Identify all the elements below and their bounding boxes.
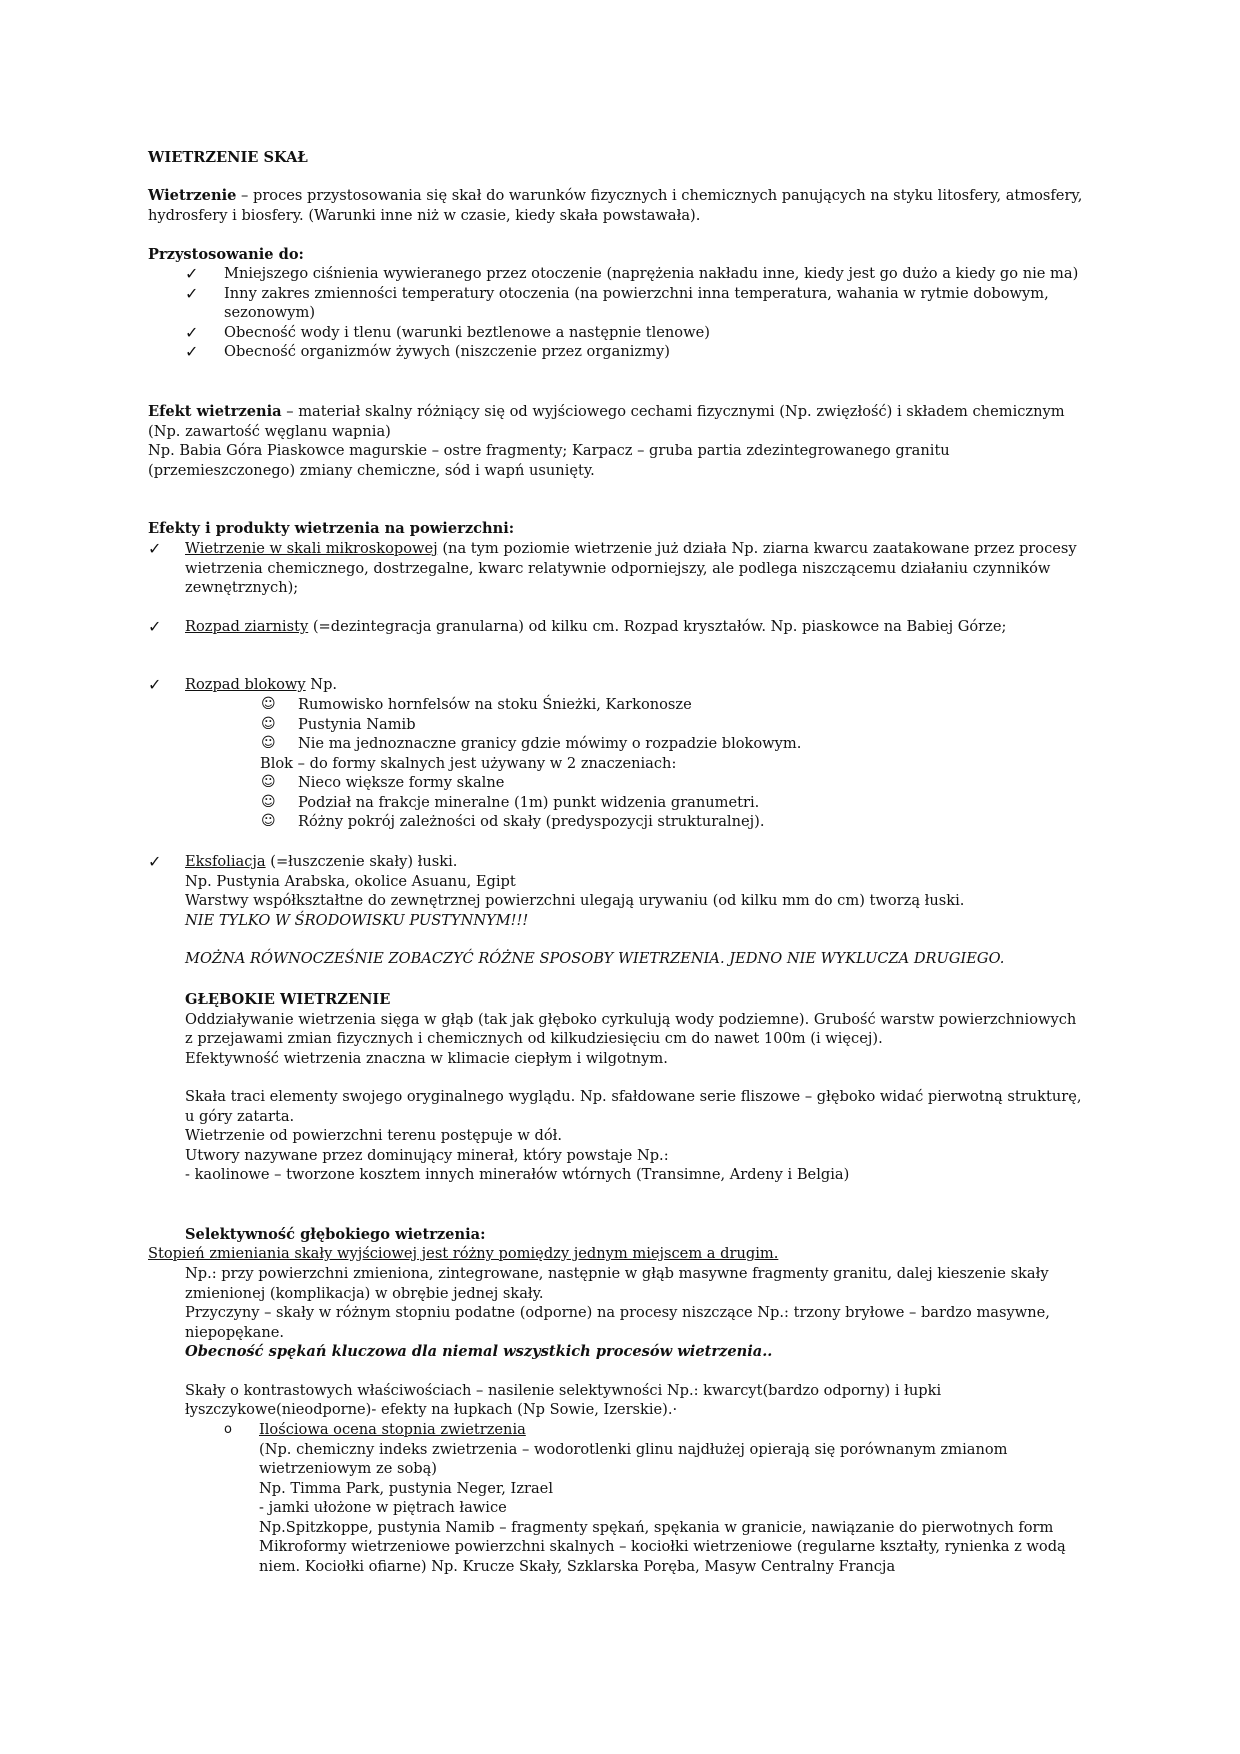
selective-paragraph: Obecność spękań kluczowa dla niemal wszystkich procesów wietrzenia.. [185, 1343, 773, 1360]
checkmark-icon: ✓ [185, 322, 199, 342]
definition-text: – proces przystosowania się skał do warunków fizycznych i chemicznych panujących na styku litosfery, atmosfery, hydrosfery i biosfery. (Warunki inne niż w czasie, kiedy skała powstawała). [148, 187, 1083, 224]
products-heading: Efekty i produkty wietrzenia na powierzchni: [148, 520, 515, 537]
quant-label: Ilościowa ocena stopnia zwietrzenia [259, 1421, 526, 1438]
list-item [260, 812, 1080, 832]
deep-paragraph: Wietrzenie od powierzchni terenu postępuje w dół. [185, 1127, 563, 1144]
products-micro [148, 539, 1088, 598]
smiley-icon: ☺ [261, 774, 276, 790]
granular-label: Rozpad ziarnisty [185, 618, 309, 635]
deep-paragraph: Oddziaływanie wietrzenia sięga w głąb (tak jak głęboko cyrkulują wody podziemne). Grubość warstw powierzchniowych z przejawami zmian fizycznych i chemicznych od kilkudziesięciu cm do nawet 100m (i więcej). [185, 1010, 1077, 1047]
exfoliation-text: (=łuszczenie skały) łuski. [265, 853, 458, 870]
quant-paragraph: Np.Spitzkoppe, pustynia Namib – fragmenty spękań, spękania w granicie, nawiązanie do pierwotnych form [259, 1518, 1054, 1536]
list-item-text: Pustynia Namib [298, 715, 416, 733]
exfoliation-line: Np. Pustynia Arabska, okolice Asuanu, Egipt [185, 872, 516, 890]
granular-text: (=dezintegracja granularna) od kilku cm. Rozpad kryształów. Np. piaskowce na Babiej Górze; [308, 618, 1007, 635]
definition-paragraph [148, 186, 1088, 225]
selective-paragraph: Skały o kontrastowych właściwościach – nasilenie selektywności Np.: kwarcyt(bardzo odporny) i łupki łyszczykowe(nieodporne)- efekty na łupkach (Np Sowie, Izerskie).· [185, 1381, 942, 1418]
quantitative-section [222, 1420, 1088, 1576]
effect-term: Efekt wietrzenia [148, 403, 282, 420]
products-granular [148, 617, 1088, 637]
circle-bullet-icon: o [224, 1422, 232, 1437]
deep-weathering-section [185, 990, 1088, 1185]
checkmark-icon: ✓ [148, 852, 162, 871]
smiley-icon: ☺ [261, 735, 276, 751]
products-exfoliation [148, 852, 1088, 969]
smiley-icon: ☺ [261, 696, 276, 712]
block-note: Blok – do formy skalnych jest używany w 2 znaczeniach: [260, 754, 677, 772]
block-text: Np. [305, 676, 338, 693]
micro-text: (na tym poziomie wietrzenie już działa Np. ziarna kwarcu zaatakowane przez procesy wietrzenia chemicznego, dostrzegalne, kwarc relatywnie odporniejszy, ale podlega niszczącemu działaniu czynników zewnętrznych); [185, 540, 1077, 596]
quant-paragraph: (Np. chemiczny indeks zwietrzenia – wodorotlenki glinu najdłużej opierają się porównanym zmianom wietrzeniowym ze sobą) [259, 1440, 1008, 1477]
effect-paragraph [148, 402, 1088, 441]
list-item [260, 734, 1080, 754]
exfoliation-label: Eksfoliacja [185, 853, 266, 870]
deep-paragraph: - kaolinowe – tworzone kosztem innych minerałów wtórnych (Transimne, Ardeny i Belgia) [185, 1166, 850, 1183]
quant-paragraph: Mikroformy wietrzeniowe powierzchni skalnych – kociołki wietrzeniowe (regularne kształty, rynienka z wodą niem. Kociołki ofiarne) Np. Krucze Skały, Szklarska Poręba, Masyw Centralny Francja [259, 1538, 1066, 1575]
smiley-icon: ☺ [261, 715, 276, 732]
exfoliation-emphasis: MOŻNA RÓWNOCZEŚNIE ZOBACZYĆ RÓŻNE SPOSOBY WIETRZENIA. JEDNO NIE WYKLUCZA DRUGIEGO. [185, 950, 1005, 967]
document-title: WIETRZENIE SKAŁ [148, 149, 308, 166]
block-examples [260, 695, 1080, 832]
checkmark-icon: ✓ [148, 617, 162, 636]
selective-paragraph: Przyczyny – skały w różnym stopniu podatne (odporne) na procesy niszczące Np.: trzony bryłowe – bardzo masywne, niepopękane. [185, 1304, 1050, 1341]
list-item-text: Nie ma jednoznaczne granicy gdzie mówimy o rozpadzie blokowym. [298, 735, 802, 752]
list-item [148, 323, 1088, 343]
quant-paragraph: - jamki ułożone w piętrach ławice [259, 1499, 507, 1516]
smiley-icon: ☺ [261, 813, 276, 829]
list-item-text: Mniejszego ciśnienia wywieranego przez otoczenie (naprężenia nakładu inne, kiedy jest go dużo a kiedy go nie ma) [224, 265, 1079, 282]
deep-paragraph: Skała traci elementy swojego oryginalnego wyglądu. Np. sfałdowane serie fliszowe – głęboko widać pierwotną strukturę, u góry zatarta. [185, 1088, 1082, 1125]
list-item [260, 793, 1080, 813]
list-item [260, 773, 1080, 793]
adaptation-heading: Przystosowanie do: [148, 246, 304, 263]
exfoliation-line: Warstwy współkształtne do zewnętrznej powierzchni ulegają urywaniu (od kilku mm do cm) tworzą łuski. [185, 892, 965, 909]
deep-paragraph: Efektywność wietrzenia znaczna w klimacie ciepłym i wilgotnym. [185, 1049, 668, 1067]
effect-text: – materiał skalny różniący się od wyjściowego cechami fizycznymi (Np. zwięzłość) i składem chemicznym (Np. zawartość węglanu wapnia) [148, 403, 1065, 440]
list-item-text: Podział na frakcje mineralne (1m) punkt widzenia granumetri. [298, 793, 760, 811]
list-item-text: Nieco większe formy skalne [298, 774, 505, 791]
selective-lead: Stopień zmieniania skały wyjściowej jest różny pomiędzy jednym miejscem a drugim. [148, 1245, 779, 1262]
effect-example: Np. Babia Góra Piaskowce magurskie – ostre fragmenty; Karpacz – gruba partia zdezintegrowanego granitu (przemieszczonego) zmiany chemiczne, sód i wapń usunięty. [148, 442, 950, 479]
exfoliation-emphasis: NIE TYLKO W ŚRODOWISKU PUSTYNNYM!!! [185, 911, 529, 929]
list-item [260, 695, 1080, 715]
list-item [148, 264, 1088, 284]
list-item-text: Obecność organizmów żywych (niszczenie przez organizmy) [224, 343, 670, 360]
selective-section [185, 1264, 1088, 1420]
list-item [260, 715, 1080, 735]
list-item-text: Różny pokrój zależności od skały (predyspozycji strukturalnej). [298, 813, 765, 830]
checkmark-icon: ✓ [148, 539, 162, 558]
deep-paragraph: Utwory nazywane przez dominujący minerał, który powstaje Np.: [185, 1146, 669, 1164]
adaptation-list [148, 264, 1088, 362]
checkmark-icon: ✓ [185, 264, 199, 283]
selective-heading: Selektywność głębokiego wietrzenia: [185, 1226, 486, 1243]
deep-heading: GŁĘBOKIE WIETRZENIE [185, 991, 391, 1008]
list-item [148, 284, 1088, 323]
definition-term: Wietrzenie [148, 187, 237, 204]
quant-paragraph: Np. Timma Park, pustynia Neger, Izrael [259, 1479, 553, 1497]
list-item [148, 342, 1088, 362]
list-item-text: Inny zakres zmienności temperatury otoczenia (na powierzchni inna temperatura, wahania w rytmie dobowym, sezonowym) [224, 284, 1049, 321]
selective-paragraph: Np.: przy powierzchni zmieniona, zintegrowane, następnie w głąb masywne fragmenty granitu, dalej kieszenie skały zmienionej (komplikacja) w obrębie jednej skały. [185, 1265, 1049, 1302]
checkmark-icon: ✓ [185, 342, 199, 361]
block-label: Rozpad blokowy [185, 676, 306, 693]
products-block [148, 675, 1088, 695]
list-item-text: Rumowisko hornfelsów na stoku Śnieżki, Karkonosze [298, 696, 692, 713]
list-item-text: Obecność wody i tlenu (warunki beztlenowe a następnie tlenowe) [224, 323, 710, 341]
micro-label: Wietrzenie w skali mikroskopowej [185, 540, 438, 557]
checkmark-icon: ✓ [185, 283, 199, 303]
smiley-icon: ☺ [261, 793, 276, 810]
checkmark-icon: ✓ [148, 675, 162, 694]
